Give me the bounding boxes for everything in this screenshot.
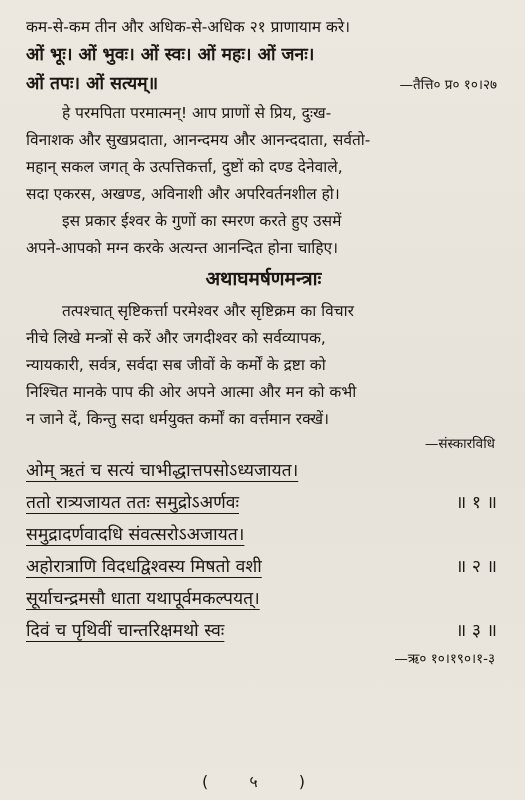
verse-number: ॥ २ ॥ bbox=[455, 557, 497, 577]
verse-number: ॥ १ ॥ bbox=[455, 493, 497, 513]
prayer-paragraph bbox=[26, 100, 501, 208]
remembrance-paragraph bbox=[26, 208, 501, 262]
prayer-line: महान् सकल जगत् के उत्पत्तिकर्त्ता, दुष्टों को दण्ड देनेवाले, bbox=[26, 158, 343, 176]
mantra-line-1: ओं भूः। ओं भुवः। ओं स्वः। ओं महः। ओं जनः। bbox=[26, 45, 315, 65]
section-heading: अथाघमर्षणमन्त्राः bbox=[205, 268, 322, 290]
verse-line bbox=[26, 487, 501, 519]
verse-number: ॥ ३ ॥ bbox=[455, 621, 497, 641]
instruction-line: न जाने दें, किन्तु सदा धर्मयुक्त कर्मों का वर्त्तमान रक्खें। bbox=[26, 410, 329, 428]
verse-line bbox=[26, 583, 501, 615]
verse-line bbox=[26, 615, 501, 647]
instruction-paragraph bbox=[26, 298, 501, 433]
prayer-line: सदा एकरस, अखण्ड, अविनाशी और अपरिवर्तनशील हो। bbox=[26, 185, 340, 203]
prayer-line: विनाशक और सुखप्रदाता, आनन्दमय और आनन्ददाता, सर्वतो- bbox=[26, 131, 371, 149]
verse-text: सूर्याचन्द्रमसौ धाता यथापूर्वमकल्पयत्। bbox=[26, 589, 260, 609]
verse-line bbox=[26, 519, 501, 551]
instruction-line: निश्चित मानके पाप की ओर अपने आत्मा और मन को कभी bbox=[26, 383, 357, 401]
remembrance-line: अपने-आपको मग्न करके अत्यन्त आनन्दित होना चाहिए। bbox=[26, 239, 339, 257]
verse-text: अहोरात्राणि विदधद्विश्वस्य मिषतो वशी bbox=[26, 557, 262, 577]
instruction-source: —संस्कारविधि bbox=[424, 436, 495, 452]
verse-line bbox=[26, 455, 501, 487]
verse-text: दिवं च पृथिवीं चान्तरिक्षमथो स्वः bbox=[26, 621, 225, 641]
prayer-line: हे परमपिता परमात्मन्! आप प्राणों से प्रिय, दुःख- bbox=[62, 104, 332, 122]
verse-text: ओम् ऋतं च सत्यं चाभीद्धात्तपसोऽध्यजायत। bbox=[26, 461, 299, 481]
mantra-line-2-row bbox=[26, 70, 501, 100]
verse-line bbox=[26, 551, 501, 583]
pranayama-instruction-line: कम-से-कम तीन और अधिक-से-अधिक २१ प्राणायाम करे। bbox=[26, 18, 351, 36]
aghamarshana-verses bbox=[26, 455, 501, 647]
remembrance-line: इस प्रकार ईश्वर के गुणों का स्मरण करते हुए उसमें bbox=[62, 212, 342, 230]
mantra-line-2: ओं तपः। ओं सत्यम्॥ bbox=[26, 74, 159, 94]
instruction-line: नीचे लिखे मन्त्रों से करें और जगदीश्वर को सर्वव्यापक, bbox=[26, 329, 326, 347]
verse-text: ततो रात्र्यजायत ततः समुद्रोऽअर्णवः bbox=[26, 493, 240, 513]
instruction-line: तत्पश्चात् सृष्टिकर्त्ता परमेश्वर और सृष्टिक्रम का विचार bbox=[62, 302, 354, 320]
verse-text: समुद्रादर्णवादधि संवत्सरोऽअजायत। bbox=[26, 525, 245, 545]
mantra-reference: —तैत्ति० प्र० १०।२७ bbox=[399, 77, 497, 93]
instruction-line: न्यायकारी, सर्वत्र, सर्वदा सब जीवों के कर्मों के द्रष्टा को bbox=[26, 356, 326, 374]
verses-reference: —ऋ० १०।१९०।१-३ bbox=[394, 651, 495, 667]
page-number: ( ५ ) bbox=[202, 772, 323, 791]
